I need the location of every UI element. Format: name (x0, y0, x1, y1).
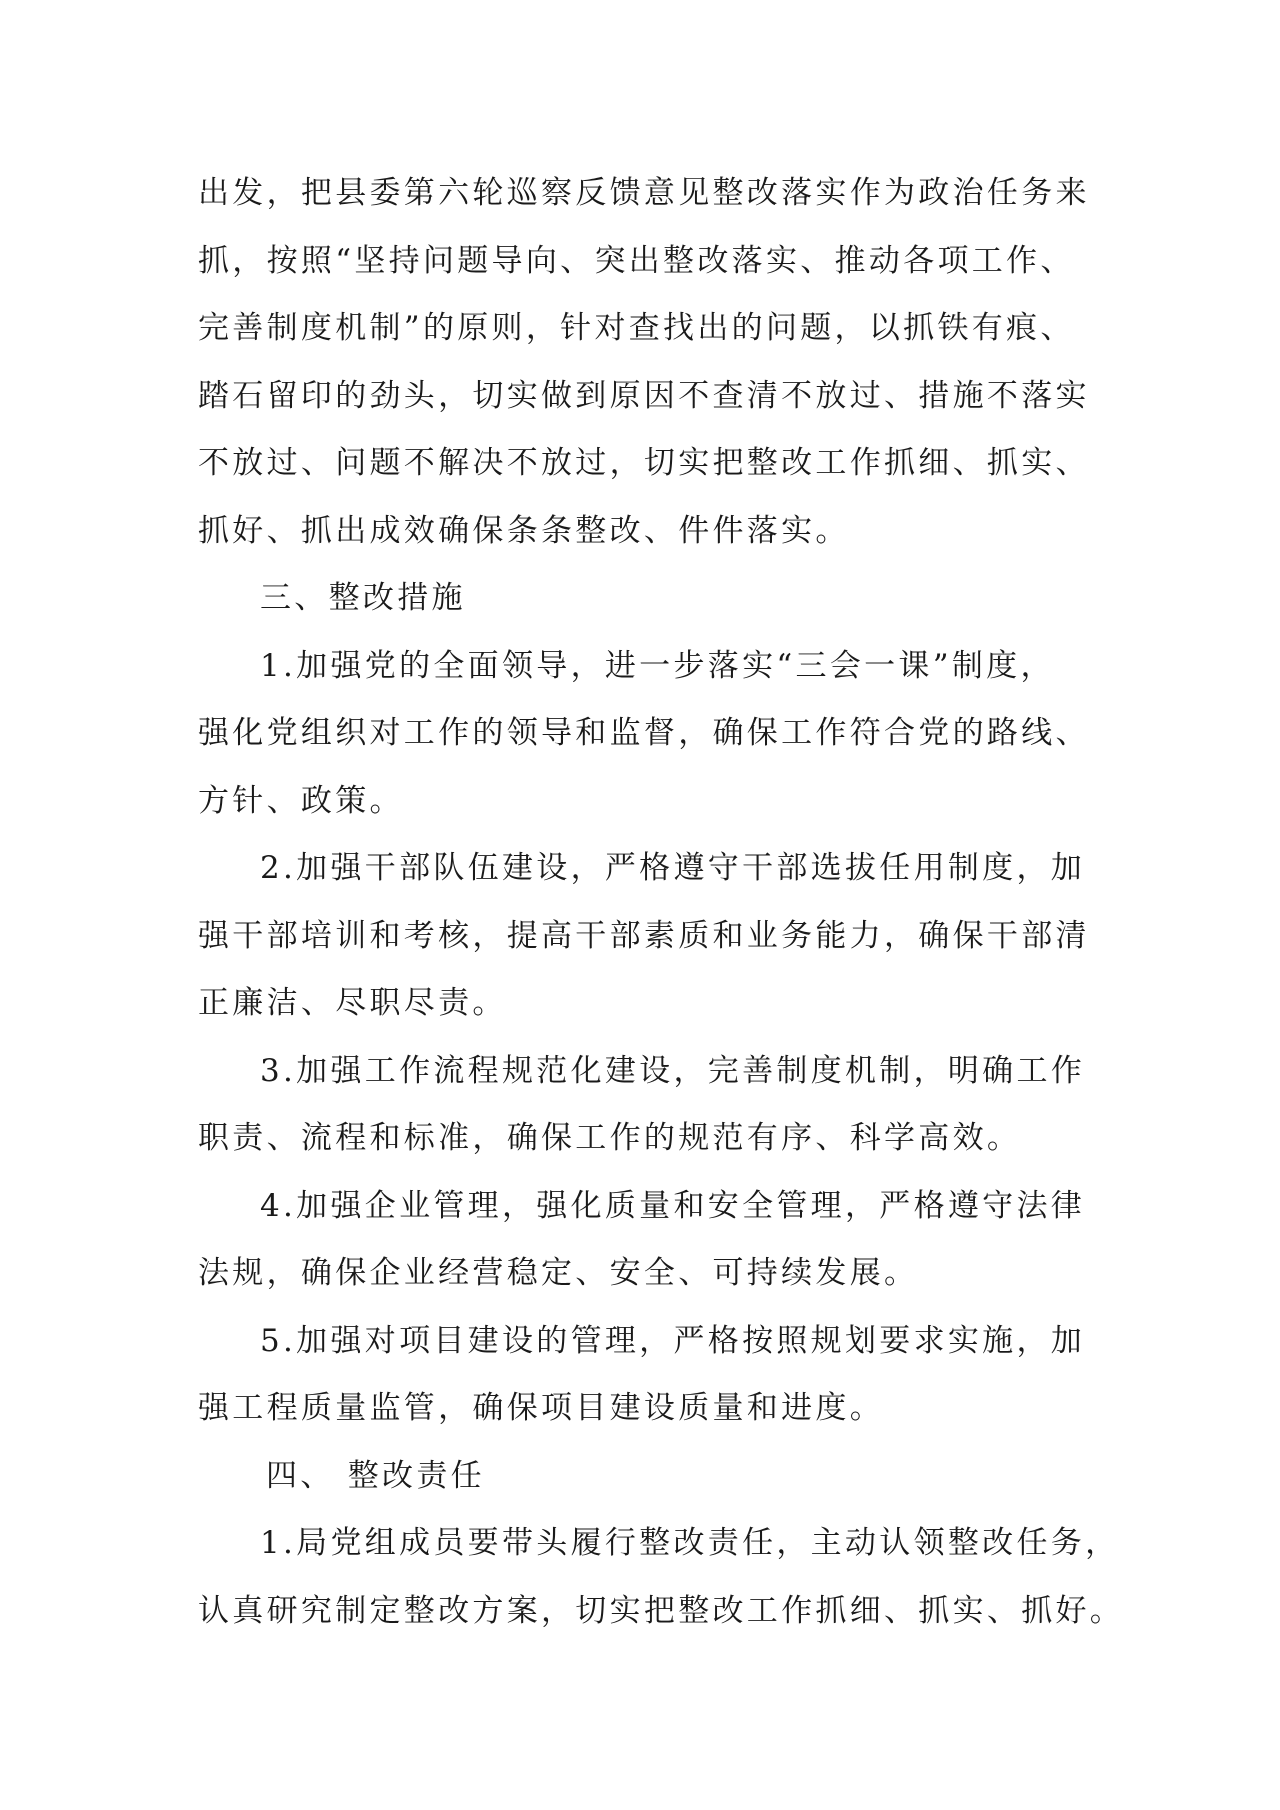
text-line: 1.加强党的全面领导，进一步落实“三会一课”制度， (260, 647, 1055, 684)
responsibility-item-1 (198, 1510, 1125, 1645)
text-line: 强化党组织对工作的领导和监督，确保工作符合党的路线、 (198, 715, 1090, 751)
paragraph-intro-continuation (198, 160, 1098, 565)
document-body (198, 160, 1125, 1645)
measure-item-2 (198, 835, 1098, 1038)
text-line: 2.加强干部队伍建设，严格遵守干部选拔任用制度，加 (260, 850, 1086, 886)
measure-item-4 (198, 1173, 1098, 1308)
section-heading-measures: 三、整改措施 (260, 580, 466, 616)
text-line: 强工程质量监管，确保项目建设质量和进度。 (198, 1390, 884, 1426)
section-heading-responsibility: 四、 整改责任 (266, 1457, 485, 1494)
text-line: 法规，确保企业经营稳定、安全、可持续发展。 (198, 1255, 919, 1291)
text-line: 抓，按照“坚持问题导向、突出整改落实、推动各项工作、 (198, 242, 1075, 279)
text-line: 完善制度机制”的原则，针对查找出的问题，以抓铁有痕、 (198, 310, 1075, 346)
measure-item-1 (198, 633, 1098, 836)
text-line: 5.加强对项目建设的管理，严格按照规划要求实施，加 (260, 1322, 1086, 1359)
measure-item-5 (198, 1308, 1098, 1443)
text-line: 4.加强企业管理，强化质量和安全管理，严格遵守法律 (260, 1187, 1086, 1224)
text-line: 出发，把县委第六轮巡察反馈意见整改落实作为政治任务来 (198, 175, 1090, 211)
text-line: 强干部培训和考核，提高干部素质和业务能力，确保干部清 (198, 917, 1090, 954)
text-line: 3.加强工作流程规范化建设，完善制度机制，明确工作 (260, 1052, 1086, 1089)
text-line: 1.局党组成员要带头履行整改责任，主动认领整改任务， (260, 1525, 1120, 1561)
measure-item-3 (198, 1038, 1098, 1173)
text-line: 方针、政策。 (198, 782, 404, 819)
text-line: 踏石留印的劲头，切实做到原因不查清不放过、措施不落实 (198, 377, 1090, 414)
text-line: 抓好、抓出成效确保条条整改、件件落实。 (198, 512, 850, 549)
text-line: 认真研究制定整改方案，切实把整改工作抓细、抓实、抓好。 (198, 1592, 1125, 1629)
text-line: 不放过、问题不解决不放过，切实把整改工作抓细、抓实、 (198, 445, 1090, 481)
text-line: 正廉洁、尽职尽责。 (198, 985, 507, 1021)
text-line: 职责、流程和标准，确保工作的规范有序、科学高效。 (198, 1120, 1022, 1156)
